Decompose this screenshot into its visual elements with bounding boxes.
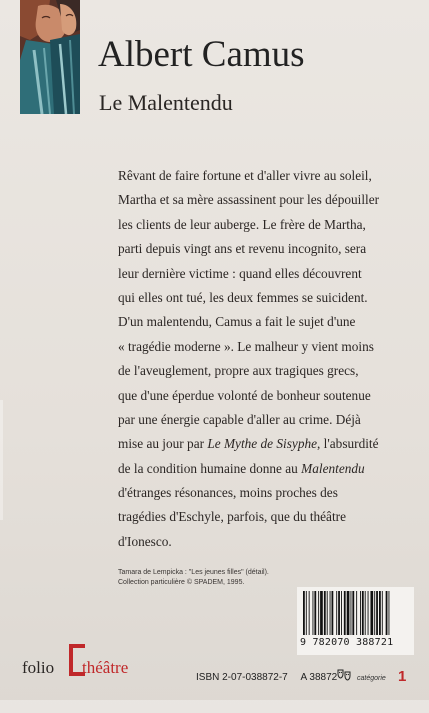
logo-folio-text: folio [22, 658, 55, 677]
barcode-bar [306, 591, 307, 635]
blurb-line: « tragédie moderne ». Le malheur y vient moins [118, 338, 374, 354]
barcode-bar [352, 591, 354, 635]
image-credit [118, 568, 308, 588]
barcode-bar [330, 591, 331, 635]
blurb-text [118, 164, 400, 554]
barcode-bar [327, 591, 328, 635]
barcode-bar [368, 591, 369, 635]
catalog-code: A 38872 [300, 672, 338, 683]
author-name: Albert Camus [98, 34, 305, 75]
barcode-bar [324, 591, 326, 635]
barcode-bar [370, 591, 373, 635]
barcode-bar [365, 591, 366, 635]
cover-painting-thumbnail [20, 0, 80, 114]
barcode-bars [301, 591, 410, 637]
cover-wear [0, 400, 3, 520]
blurb-line: de l'aveuglement, propre aux tragiques grecs, [118, 363, 359, 379]
barcode-bar [362, 591, 364, 635]
barcode-bar [374, 591, 375, 635]
credit-line: Collection particulière © SPADEM, 1995. [118, 579, 245, 586]
isbn-number: ISBN 2-07-038872-7 [196, 672, 288, 683]
barcode-bar [309, 591, 310, 635]
barcode-bar [338, 591, 340, 635]
barcode-bar [356, 591, 357, 635]
blurb-line: tragédies d'Eschyle, parfois, que du théâtre [118, 509, 346, 525]
blurb-line: d'Ionesco. [118, 533, 172, 549]
blurb-text-part: mise au jour par [118, 436, 208, 452]
barcode-bar [382, 591, 383, 635]
masks-icon [336, 668, 352, 682]
barcode-bar [347, 591, 350, 635]
barcode-bar [389, 591, 390, 635]
painting-image [20, 0, 80, 114]
barcode-bar [303, 591, 305, 635]
barcode-bar [332, 591, 334, 635]
barcode-bar [344, 591, 346, 635]
blurb-line: parti depuis vingt ans et revenu incognito, sera [118, 241, 367, 257]
blurb-text-part: , l'absurdité [317, 436, 379, 452]
logo-theatre-text: théâtre [82, 658, 129, 677]
blurb-italic-title: Le Mythe de Sisyphe [207, 436, 318, 452]
barcode-bar [314, 591, 316, 635]
cover-wear [0, 700, 429, 713]
blurb-line [118, 457, 400, 481]
barcode-bar [351, 591, 352, 635]
isbn-line [196, 672, 337, 683]
folio-theatre-logo [22, 636, 142, 686]
blurb-line: par une énergie capable d'aller au crime. Déjà [118, 411, 361, 427]
barcode-bar [318, 591, 319, 635]
blurb-line: Martha et sa mère assassinent pour les dépouiller [118, 192, 380, 208]
barcode-bar [379, 591, 381, 635]
blurb-line: Rêvant de faire fortune et d'aller vivre au soleil, [118, 168, 372, 183]
barcode-bar [313, 591, 314, 635]
category-number: 1 [398, 668, 407, 685]
blurb-line: les clients de leur auberge. Le frère de Martha, [118, 216, 366, 232]
barcode-bar [341, 591, 342, 635]
barcode-bar [360, 591, 361, 635]
credit-line: Tamara de Lempicka : "Les jeunes filles" (détail). [118, 569, 269, 576]
barcode-bar [386, 591, 388, 635]
barcode-bar [336, 591, 337, 635]
blurb-text-part: de la condition humaine donne au [118, 460, 302, 476]
book-title: Le Malentendu [99, 90, 233, 115]
blurb-line: d'étranges résonances, moins proches des [118, 485, 338, 501]
barcode-number: 9 782070 388721 [300, 637, 394, 648]
blurb-line: D'un malentendu, Camus a fait le sujet d'une [118, 314, 356, 330]
category-label: catégorie [357, 675, 386, 682]
blurb-line: leur dernière victime : quand elles découvrent [118, 265, 362, 281]
barcode-bar [376, 591, 378, 635]
barcode-bar [320, 591, 323, 635]
blurb-line: qui elles ont tué, les deux femmes se suicident. [118, 289, 368, 305]
blurb-italic-title: Malentendu [301, 460, 365, 476]
blurb-line: que d'une éperdue volonté de bonheur soutenue [118, 387, 371, 403]
blurb-line [118, 432, 400, 456]
